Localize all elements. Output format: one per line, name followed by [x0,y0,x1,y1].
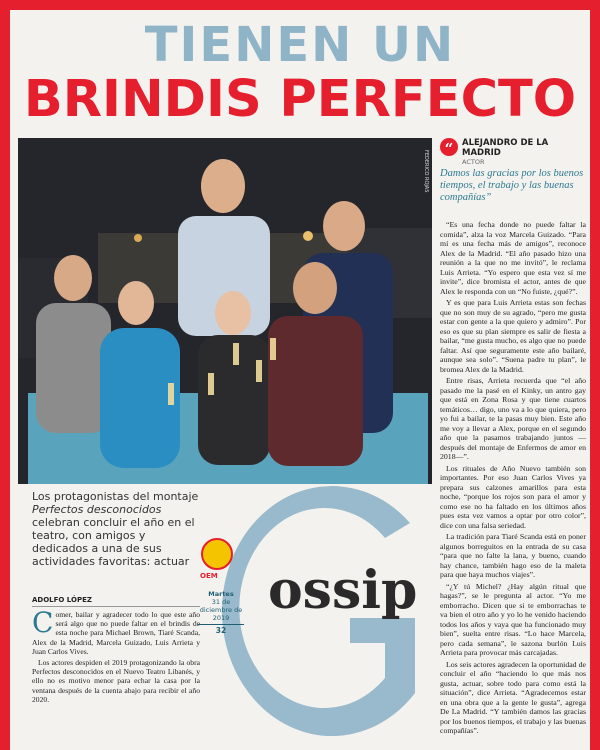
gossip-word: ossip [268,560,418,621]
cast-photo [18,138,432,484]
lead-part-a: Los protagonistas del montaje [32,490,199,503]
drop-cap: C [32,606,54,639]
lead-text [32,490,200,568]
headline-line-2: BRINDIS PERFECTO [23,70,577,129]
photo-credit: FEDERICO ROJAS [423,150,429,193]
date-box [198,590,244,635]
byline: ADOLFO LÓPEZ [32,596,200,607]
cast-photo-illustration [18,138,432,484]
headline-line-1: TIENEN UN [144,17,456,73]
quote-author: ALEJANDRO DE LA MADRID [462,138,549,158]
right-column-text [440,220,586,738]
paragraph: Los rituales de Año Nuevo también son importantes. Por eso Juan Carlos Vives ya prepara sus calzones amarillos para esta noche, “porque los rojos son para el amor y como ese no ha faltado en los últimos años pues esta vez vamos a optar por otro color”, dice con una falsa seriedad. [440,463,586,530]
date-text: 31 de diciembre de 2019 [199,598,243,622]
oem-seal-icon [201,538,233,570]
date-weekday: Martes [208,590,234,598]
paragraph: “Es una fecha donde no puede faltar la comida”, alza la voz Marcela Guizado. “Para mí es una fecha más de amigos”, reconoce Alex de la Madrid. “El año pasado hizo una reunión a la que no me invitó”, le reclama Luis Arrieta. “Yo espero que esta vez sí me invite”, dice bromista el actor, antes de que Alex le responda con un “No fuiste, ¿qué?”. [440,220,586,296]
quote-author-role: ACTOR [462,158,485,166]
page-number: 32 [198,624,244,635]
lead-part-b: celebran concluir el año en el teatro, con amigos y dedicados a una de sus actividades favoritas: actuar [32,516,195,568]
lead-italic: Perfectos desconocidos [32,503,162,516]
seal-label: OEM [200,572,218,580]
left-column-text [32,606,200,706]
quote-icon: “ [440,138,458,156]
paragraph: “¿Y tú Michel? ¿Hay algún ritual que hagas?”, se le pregunta al actor. “Yo me emborracho. Dicen que si te emborrachas te va bien el otro año y yo lo he venido haciendo todos los años y vaya que ha funcionado muy bien”, suelta entre risas. “Lo hace Marcela, pero cada semana”, le sazona burlón Luis Arrieta para provocar más carcajadas. [440,581,586,657]
paragraph: Y es que para Luis Arrieta estas son fechas que no son muy de su agrado, “pero me gusta estar con gente a la que quiero y admiro”. Por eso es que su plan siempre es salir de fiesta a bailar, “me gusta mucho, es algo que no puede faltar. Así que seguramente este año bailaré, aunque sea solo”. “Suena padre tu plan”, le bromea Alex de la Madrid. [440,298,586,374]
paragraph: Los actores despiden el 2019 protagonizando la obra Perfectos desconocidos en el Nuevo Teatro Libanés, y ello no es motivo menor para echar la casa por la ventana después de la cuenta abajo para recibir el año 2020. [32,658,200,704]
paragraph: Los seis actores agradecen la oportunidad de concluir el año “haciendo lo que más nos gusta, actuar, sobre todo para como está la situación”, dice Arrieta. “Agradecemos estar en una obra que a la gente le gusta”, agrega De La Madrid. “Y también damos las gracias por los buenos tiempos, el trabajo y las buenas compañías”. [440,659,586,735]
paragraph: Entre risas, Arrieta recuerda que “el año pasado me la pasé en el Kinky, un antro gay que está en Zona Rosa y que tiene cuartos temáticos… digo, uno va a lo que quiera, pero yo fui a bailar, te la pasas muy bien. Este año me voy a llevar a Alex, porque en el segundo año que la pasamos trabajando juntos —después del montaje de Enfermos de amor en 2018—”. [440,376,586,461]
paragraph: La tradición para Tiaré Scanda está en poner algunos borreguitos en la entrada de su casa “para que no falte la lana, y bueno, cuando hay chance, también hago eso de la maleta para que haya muchos viajes”. [440,532,586,579]
quote-text: Damos las gracias por los buenos tiempos, el trabajo y las buenas compañías” [440,168,584,203]
paragraph-with-dropcap [32,606,200,656]
paragraph: omer, bailar y agradecer todo lo que este año será algo que no puede faltar en el brindis de esta noche para Michael Brown, Tiaré Scanda, Alex de la Madrid, Marcela Guizado, Luis Arrieta y Juan Carlos Vives. [32,610,200,656]
